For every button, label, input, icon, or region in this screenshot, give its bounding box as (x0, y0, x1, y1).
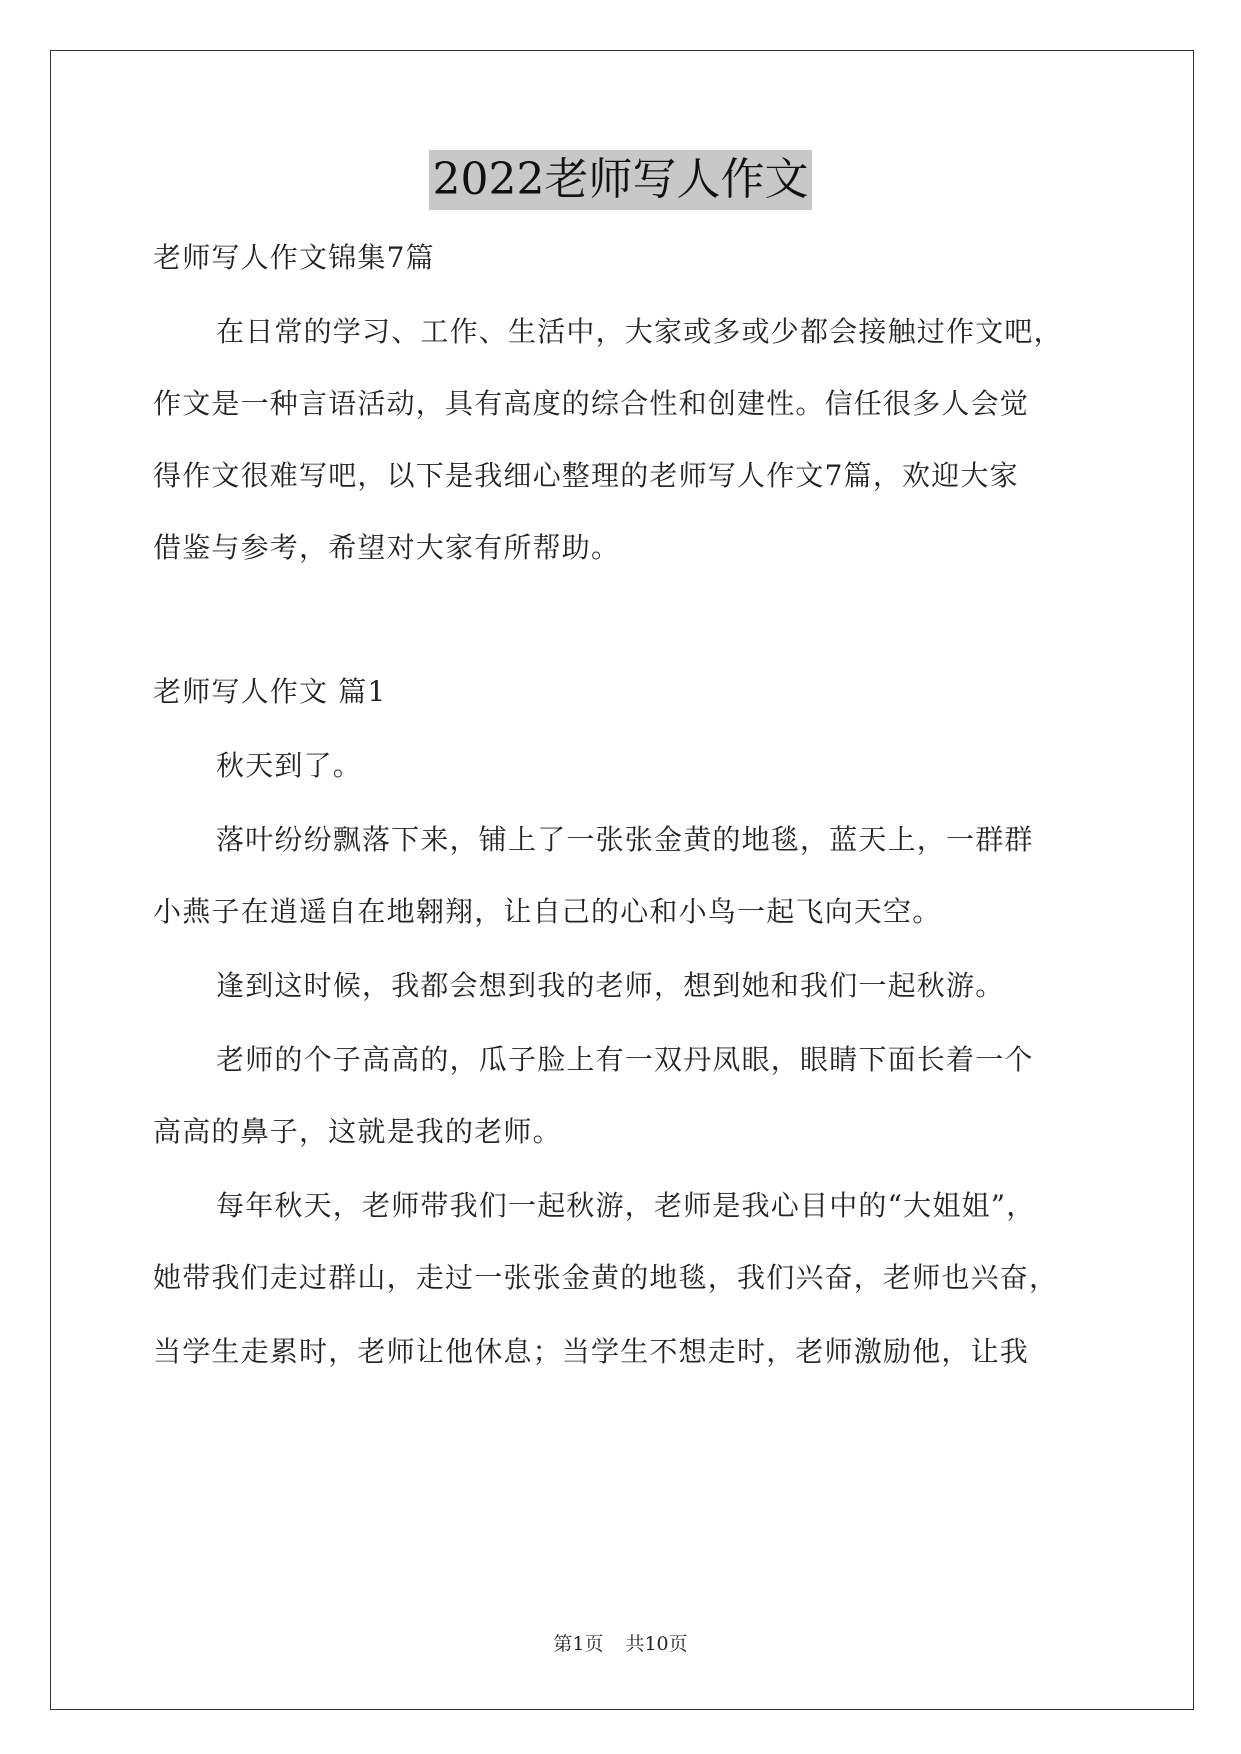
title-container (0, 150, 1241, 210)
body-line: 老师的个子高高的，瓜子脸上有一双丹凤眼，眼睛下面长着一个 (216, 1043, 1034, 1076)
body-line: 当学生走累时，老师让他休息；当学生不想走时，老师激励他，让我 (153, 1335, 1030, 1368)
page-total: 共10页 (625, 1633, 688, 1655)
intro-line: 在日常的学习、工作、生活中，大家或多或少都会接触过作文吧， (216, 315, 1063, 348)
section-heading: 老师写人作文 篇1 (153, 675, 387, 708)
page-number: 第1页 (553, 1633, 604, 1655)
intro-line: 借鉴与参考，希望对大家有所帮助。 (153, 531, 621, 564)
intro-line: 得作文很难写吧，以下是我细心整理的老师写人作文7篇，欢迎大家 (153, 459, 1019, 492)
intro-line: 作文是一种言语活动，具有高度的综合性和创建性。信任很多人会觉 (153, 387, 1030, 420)
document-title: 2022老师写人作文 (429, 150, 813, 210)
body-line: 高高的鼻子，这就是我的老师。 (153, 1115, 562, 1148)
body-line: 秋天到了。 (216, 749, 363, 782)
page-border (50, 50, 1194, 1710)
document-subtitle: 老师写人作文锦集7篇 (153, 241, 435, 274)
body-line: 她带我们走过群山，走过一张张金黄的地毯，我们兴奋，老师也兴奋， (153, 1261, 1059, 1294)
body-line: 逢到这时候，我都会想到我的老师，想到她和我们一起秋游。 (216, 969, 1005, 1002)
body-line: 落叶纷纷飘落下来，铺上了一张张金黄的地毯，蓝天上，一群群 (216, 823, 1034, 856)
page-footer (0, 1632, 1241, 1656)
body-line: 每年秋天，老师带我们一起秋游，老师是我心目中的“大姐姐”， (216, 1189, 1036, 1222)
body-line: 小燕子在逍遥自在地翱翔，让自己的心和小鸟一起飞向天空。 (153, 895, 942, 928)
